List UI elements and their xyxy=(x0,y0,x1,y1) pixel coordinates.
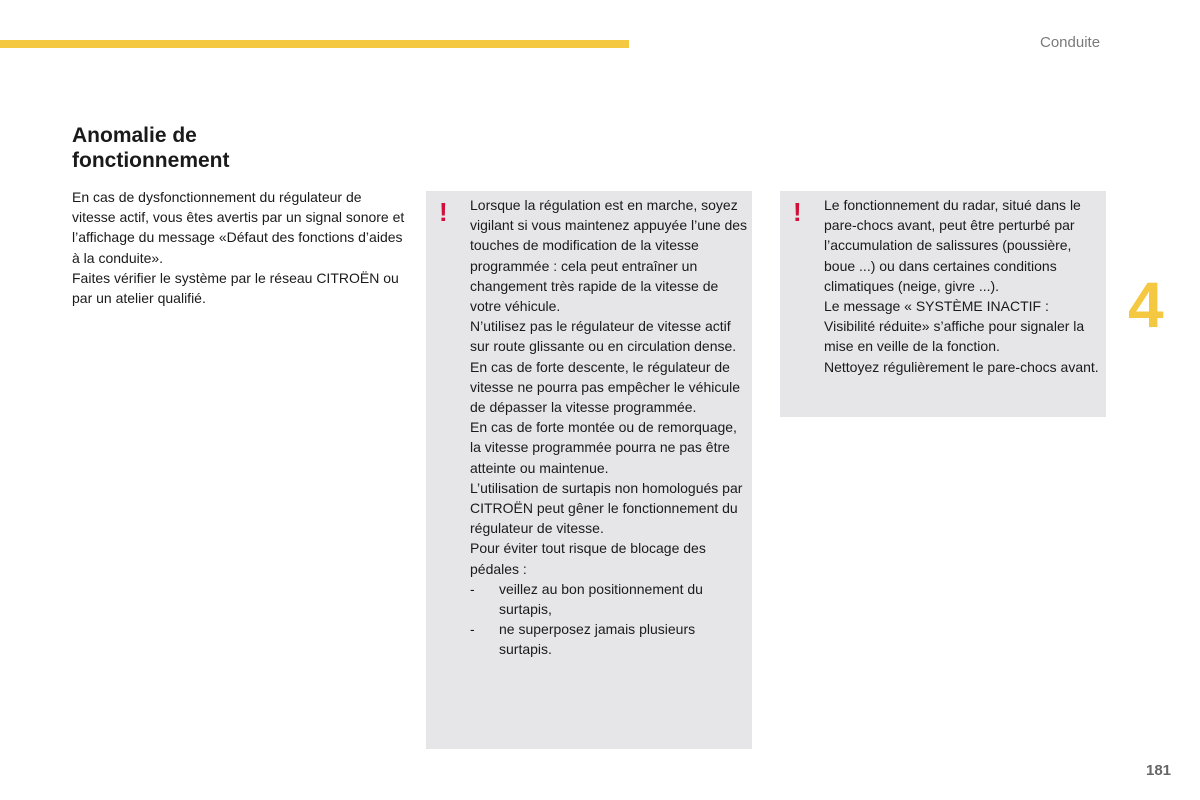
bullet-text: ne superposez jamais plusieurs surtapis. xyxy=(499,621,696,658)
section-title: Conduite xyxy=(1040,34,1101,51)
heading-line-2: fonctionnement xyxy=(72,149,230,172)
note-paragraph: N’utilisez pas le régulateur de vitesse actif sur route glissante ou en circulation dense. xyxy=(470,318,737,355)
note-paragraph: Lorsque la régulation est en marche, soyez vigilant si vous maintenez appuyée l’une des touches de modification de la vitesse programmée : cela peut entraîner un changement très rapide de la vitesse de votre véhicule. xyxy=(470,197,748,315)
intro-paragraph: Faites vérifier le système par le réseau CITROËN ou par un atelier qualifié. xyxy=(72,269,399,307)
page-number: 181 xyxy=(1146,762,1172,779)
note-paragraph: En cas de forte montée ou de remorquage, la vitesse programmée pourra ne pas être atteinte ou maintenue. xyxy=(470,419,737,476)
exclamation-warning-icon: ! xyxy=(439,197,448,227)
page-heading xyxy=(72,123,230,173)
bullet-dash: - xyxy=(470,621,475,638)
heading-line-1: Anomalie de xyxy=(72,124,197,147)
note-paragraph: Le message « SYSTÈME INACTIF : Visibilité réduite» s’affiche pour signaler la mise en veille de la fonction. xyxy=(824,298,1085,355)
note-paragraph: L’utilisation de surtapis non homologués par CITROËN peut gêner le fonctionnement du régulateur de vitesse. xyxy=(470,479,743,537)
intro-text xyxy=(72,187,407,308)
note-bullet-list xyxy=(470,579,748,660)
note-paragraph: Nettoyez régulièrement le pare-chocs avant. xyxy=(824,358,1099,375)
list-item xyxy=(470,579,748,619)
warning-note-cruise-control xyxy=(426,191,752,749)
chapter-number: 4 xyxy=(1128,269,1164,341)
warning-note-body xyxy=(824,195,1102,377)
bullet-dash: - xyxy=(470,580,475,597)
warning-note-body xyxy=(470,195,748,660)
note-paragraph: En cas de forte descente, le régulateur de vitesse ne pourra pas empêcher le véhicule de dépasser la vitesse programmée. xyxy=(470,358,741,416)
list-item xyxy=(470,619,748,659)
exclamation-warning-icon: ! xyxy=(793,197,802,227)
warning-note-radar xyxy=(780,191,1106,417)
bullet-text: veillez au bon positionnement du surtapis, xyxy=(499,580,703,618)
header-accent-bar xyxy=(0,40,629,48)
intro-paragraph: En cas de dysfonctionnement du régulateur de vitesse actif, vous êtes avertis par un signal sonore et l’affichage du message «Défaut des fonctions d’aides à la conduite». xyxy=(72,189,405,266)
note-paragraph: Pour éviter tout risque de blocage des pédales : xyxy=(470,540,706,577)
note-paragraph: Le fonctionnement du radar, situé dans le pare-chocs avant, peut être perturbé par l’accumulation de salissures (poussière, boue ...) ou dans certaines conditions climatiques (neige, givre ...). xyxy=(824,197,1081,294)
